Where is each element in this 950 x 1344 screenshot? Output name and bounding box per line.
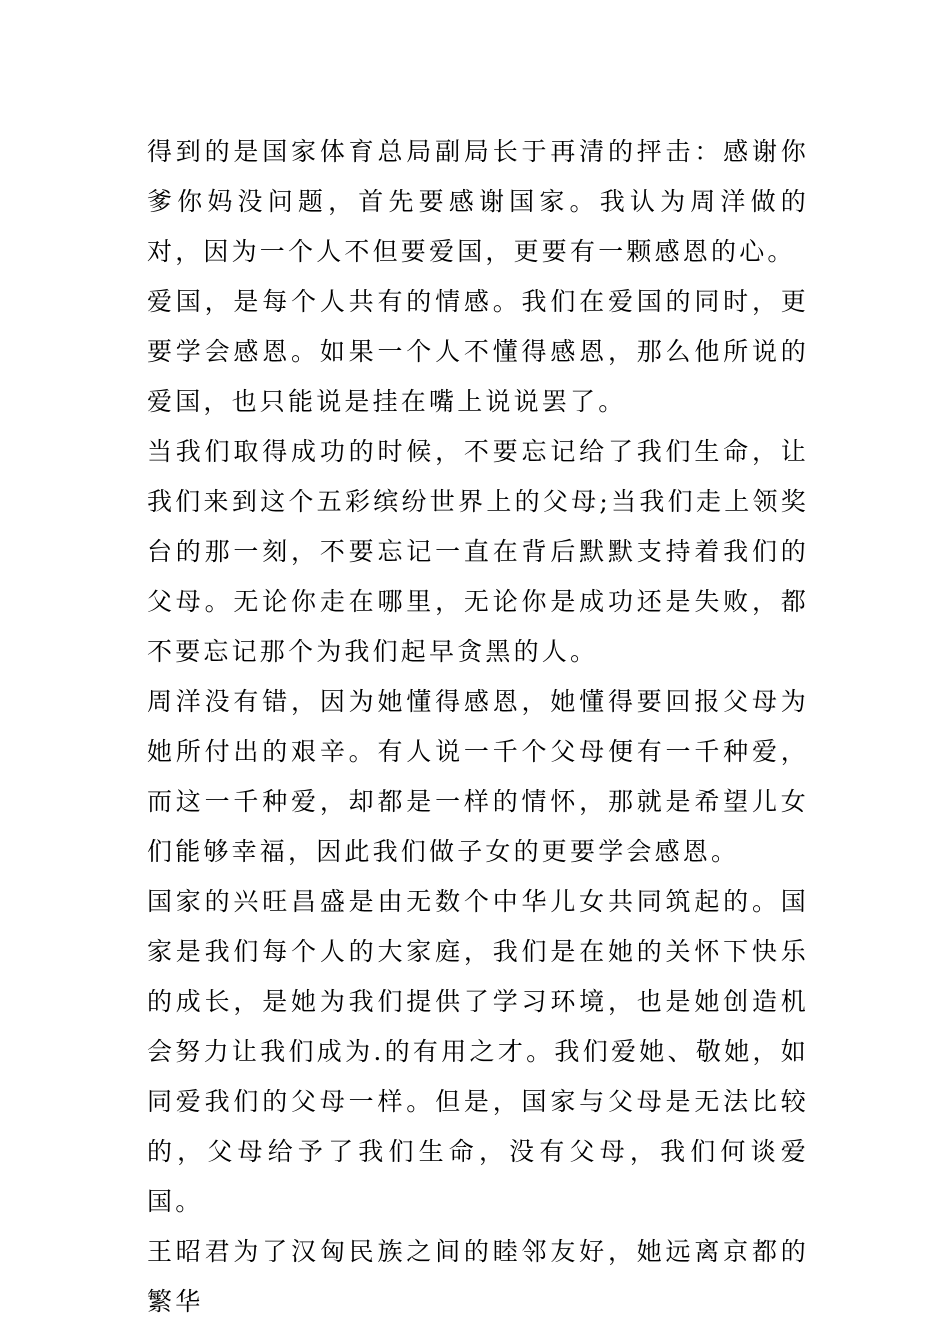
paragraph: 爱国，是每个人共有的情感。我们在爱国的同时，更要学会感恩。如果一个人不懂得感恩，那么他所说的爱国，也只能说是挂在嘴上说说罢了。 <box>147 287 809 416</box>
paragraph: 国家的兴旺昌盛是由无数个中华儿女共同筑起的。国家是我们每个人的大家庭，我们是在她的关怀下快乐的成长，是她为我们提供了学习环境，也是她创造机会努力让我们成为.的有用之才。我们爱她、敬她，如同爱我们的父母一样。但是，国家与父母是无法比较的，父母给予了我们生命，没有父母，我们何谈爱国。 <box>147 887 809 1216</box>
document-body <box>147 127 809 1327</box>
paragraph: 周洋没有错，因为她懂得感恩，她懂得要回报父母为她所付出的艰辛。有人说一千个父母便有一千种爱，而这一千种爱，却都是一样的情怀，那就是希望儿女们能够幸福，因此我们做子女的更要学会感恩。 <box>147 687 809 866</box>
paragraph: 当我们取得成功的时候，不要忘记给了我们生命，让我们来到这个五彩缤纷世界上的父母;当我们走上领奖台的那一刻，不要忘记一直在背后默默支持着我们的父母。无论你走在哪里，无论你是成功还是失败，都不要忘记那个为我们起早贪黑的人。 <box>147 437 809 666</box>
paragraph: 王昭君为了汉匈民族之间的睦邻友好，她远离京都的繁华 <box>147 1237 809 1316</box>
paragraph: 得到的是国家体育总局副局长于再清的抨击：感谢你爹你妈没问题，首先要感谢国家。我认为周洋做的对，因为一个人不但要爱国，更要有一颗感恩的心。 <box>147 137 809 266</box>
